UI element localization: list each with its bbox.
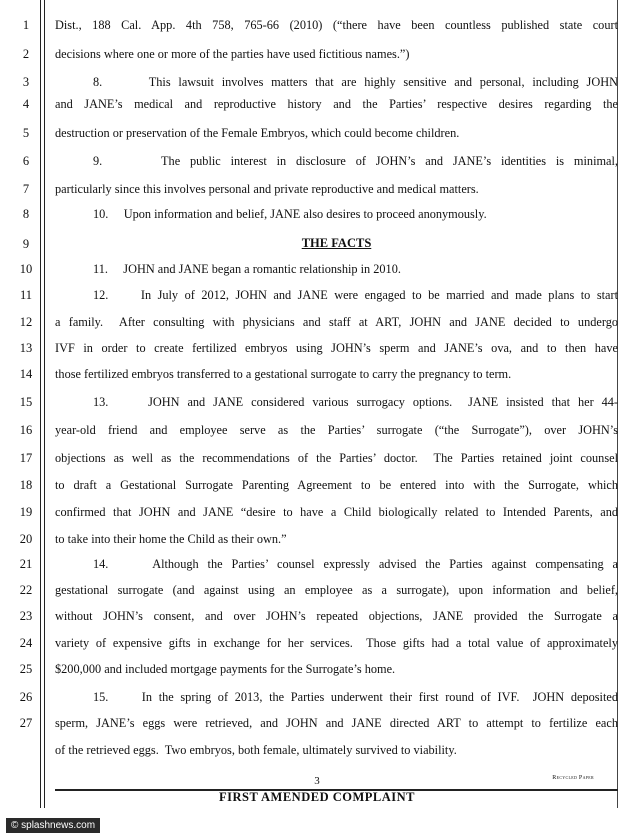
text-line: 9. The public interest in disclosure of JOHN’s and JANE’s identities is minimal, [93, 154, 618, 168]
text-line: 14. Although the Parties’ counsel expressly advised the Parties against compensating a [93, 557, 618, 571]
text-line: gestational surrogate (and against using an employee as a surrogate), upon information and belief, [55, 583, 618, 597]
text-line: to draft a Gestational Surrogate Parenting Agreement to be entered into with the Surrogate, which [55, 478, 618, 492]
recycled-paper-label: Recycled Paper [552, 775, 594, 781]
line-number: 11 [19, 288, 33, 302]
text-line: destruction or preservation of the Female Embryos, which could become children. [55, 126, 460, 140]
section-heading: THE FACTS [301, 236, 372, 250]
watermark: © splashnews.com [6, 818, 100, 833]
text-line: 15. In the spring of 2013, the Parties underwent their first round of IVF. JOHN deposited [93, 690, 618, 704]
text-line: IVF in order to create fertilized embryos using JOHN’s sperm and JANE’s ova, and to then have [55, 341, 618, 355]
line-number: 13 [19, 341, 33, 355]
text-line: to take into their home the Child as their own.” [55, 532, 287, 546]
line-number: 17 [19, 451, 33, 465]
text-line: Dist., 188 Cal. App. 4th 758, 765-66 (2010) (“there have been countless published state court [55, 18, 618, 32]
text-line: objections as well as the recommendations of the Parties’ doctor. The Parties retained joint counsel [55, 451, 618, 465]
text-line: 12. In July of 2012, JOHN and JANE were engaged to be married and made plans to start [93, 288, 618, 302]
text-line: decisions where one or more of the parties have used fictitious names.”) [55, 47, 410, 61]
line-number: 12 [19, 315, 33, 329]
margin-rule-left-inner [44, 0, 45, 808]
text-line: 13. JOHN and JANE considered various surrogacy options. JANE insisted that her 44- [93, 395, 618, 409]
text-line: those fertilized embryos transferred to a gestational surrogate to carry the pregnancy to term. [55, 367, 512, 381]
text-line: confirmed that JOHN and JANE “desire to have a Child biologically related to Intended Parents, and [55, 505, 618, 519]
line-number: 1 [22, 18, 30, 32]
line-number: 3 [22, 75, 30, 89]
line-number: 5 [22, 126, 30, 140]
line-number: 10 [19, 262, 33, 276]
line-number: 26 [19, 690, 33, 704]
line-number: 14 [19, 367, 33, 381]
line-number: 24 [19, 636, 33, 650]
line-number: 2 [22, 47, 30, 61]
text-line: a family. After consulting with physicians and staff at ART, JOHN and JANE decided to undergo [55, 315, 618, 329]
text-line: 10. Upon information and belief, JANE also desires to proceed anonymously. [93, 207, 487, 221]
line-number: 25 [19, 662, 33, 676]
line-number: 20 [19, 532, 33, 546]
line-number: 18 [19, 478, 33, 492]
line-number: 22 [19, 583, 33, 597]
text-line: variety of expensive gifts in exchange for her services. Those gifts had a total value of approximately [55, 636, 618, 650]
text-line: 11. JOHN and JANE began a romantic relationship in 2010. [93, 262, 401, 276]
line-number: 23 [19, 609, 33, 623]
page-number: 3 [314, 775, 320, 787]
line-number: 9 [22, 237, 30, 251]
text-line: particularly since this involves personal and private reproductive and medical matters. [55, 182, 479, 196]
text-line: sperm, JANE’s eggs were retrieved, and JOHN and JANE directed ART to attempt to fertilize each [55, 716, 618, 730]
line-number: 4 [22, 97, 30, 111]
line-number: 8 [22, 207, 30, 221]
footer-title: FIRST AMENDED COMPLAINT [218, 790, 415, 804]
text-line: $200,000 and included mortgage payments for the Surrogate’s home. [55, 662, 396, 676]
line-number: 21 [19, 557, 33, 571]
line-number: 19 [19, 505, 33, 519]
line-number: 16 [19, 423, 33, 437]
margin-rule-left-outer [40, 0, 41, 808]
text-line: year-old friend and employee serve as the Parties’ surrogate (“the Surrogate”), over JOHN’s [55, 423, 618, 437]
text-line: of the retrieved eggs. Two embryos, both female, ultimately survived to viability. [55, 743, 457, 757]
text-line: 8. This lawsuit involves matters that are highly sensitive and personal, including JOHN [93, 75, 618, 89]
line-number: 27 [19, 716, 33, 730]
line-number: 6 [22, 154, 30, 168]
text-line: and JANE’s medical and reproductive history and the Parties’ respective desires regarding the [55, 97, 618, 111]
text-line: without JOHN’s consent, and over JOHN’s repeated objections, JANE provided the Surrogate a [55, 609, 618, 623]
line-number: 7 [22, 182, 30, 196]
line-number: 15 [19, 395, 33, 409]
